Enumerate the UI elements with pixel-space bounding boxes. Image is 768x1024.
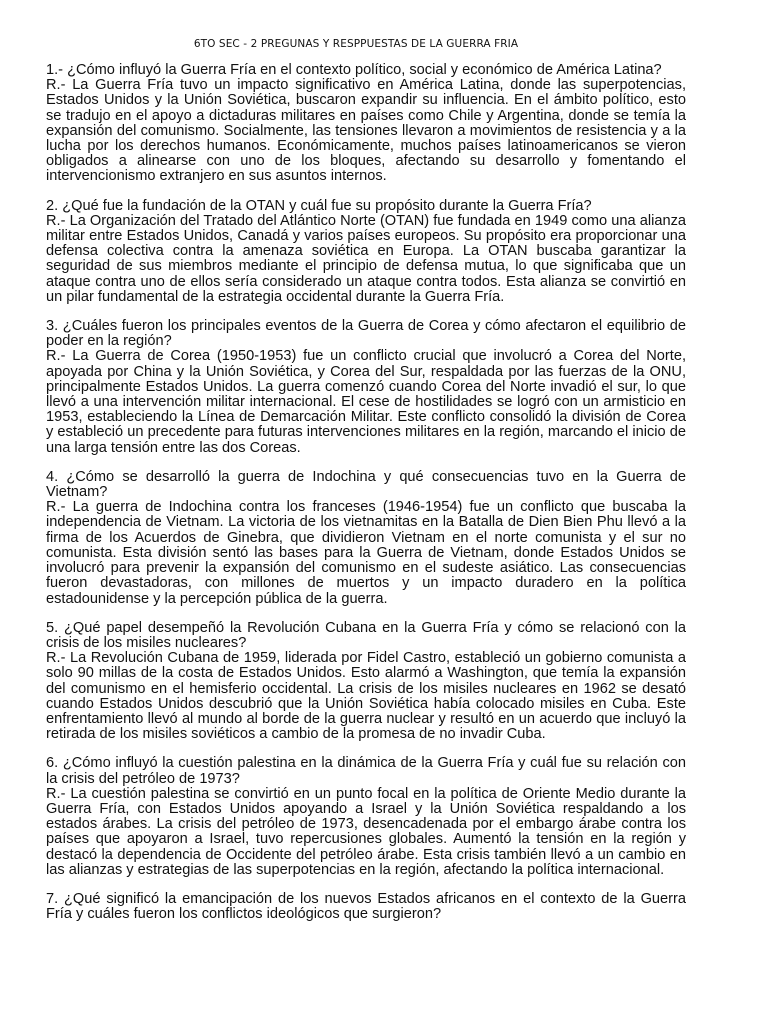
qa-item-7 bbox=[46, 892, 686, 922]
answer-6: R.- La cuestión palestina se convirtió en un punto focal en la política de Oriente Medio durante la Guerra Fría, con Estados Unidos apoyando a Israel y la Unión Soviética respaldando a los estados árabes. La crisis del petróleo de 1973, desencadenada por el embargo árabe contra los países que apoyaron a Israel, tuvo repercusiones globales. Aumentó la tensión en la región y destacó la dependencia de Occidente del petróleo árabe. Esta crisis también llevó a un cambio en las alianzas y estrategias de las superpotencias en la región, afectando la política internacional. bbox=[46, 785, 686, 878]
question-6: 6. ¿Cómo influyó la cuestión palestina en la dinámica de la Guerra Fría y cuál fue su relación con la crisis del petróleo de 1973? bbox=[46, 755, 686, 787]
question-1: 1.- ¿Cómo influyó la Guerra Fría en el contexto político, social y económico de América Latina? bbox=[46, 62, 662, 78]
qa-item-2 bbox=[46, 199, 686, 305]
answer-4: R.- La guerra de Indochina contra los franceses (1946-1954) fue un conflicto que buscaba la independencia de Vietnam. La victoria de los vietnamitas en la Batalla de Dien Bien Phu llevó a la firma de los Acuerdos de Ginebra, que dividieron Vietnam en el norte comunista y el sur no comunista. Esta división sentó las bases para la Guerra de Vietnam, donde Estados Unidos se involucró para prevenir la expansión del comunismo en el sudeste asiático. Las consecuencias fueron devastadoras, con millones de muertos y un impacto duradero en la política estadounidense y la percepción pública de la guerra. bbox=[46, 499, 686, 607]
answer-5: R.- La Revolución Cubana de 1959, liderada por Fidel Castro, estableció un gobierno comunista a solo 90 millas de la costa de Estados Unidos. Esto alarmó a Washington, que temía la expansión del comunismo en el hemisferio occidental. La crisis de los misiles nucleares en 1962 se desató cuando Estados Unidos descubrió que la Unión Soviética había colocado misiles en Cuba. Este enfrentamiento llevó al mundo al borde de la guerra nuclear y resultó en un acuerdo que incluyó la retirada de los misiles soviéticos a cambio de la promesa de no invadir Cuba. bbox=[46, 650, 686, 743]
question-2: 2. ¿Qué fue la fundación de la OTAN y cuál fue su propósito durante la Guerra Fría? bbox=[46, 197, 592, 214]
answer-2: R.- La Organización del Tratado del Atlántico Norte (OTAN) fue fundada en 1949 como una alianza militar entre Estados Unidos, Canadá y varios países europeos. Su propósito era proporcionar una defensa colectiva contra la amenaza soviética en Europa. La OTAN buscaba garantizar la seguridad de sus miembros mediante el principio de defensa mutua, lo que significaba que un ataque contra uno de ellos sería considerado un ataque contra todos. Esta alianza se convirtió en un pilar fundamental de la estrategia occidental durante la Guerra Fría. bbox=[46, 212, 686, 305]
document-title: 6TO SEC - 2 PREGUNAS Y RESPPUESTAS DE LA GUERRA FRIA bbox=[193, 38, 519, 50]
question-3: 3. ¿Cuáles fueron los principales eventos de la Guerra de Corea y cómo afectaron el equilibrio de poder en la región? bbox=[46, 318, 686, 350]
qa-item-6 bbox=[46, 756, 686, 878]
question-7: 7. ¿Qué significó la emancipación de los nuevos Estados africanos en el contexto de la Guerra Fría y cuáles fueron los conflictos ideológicos que surgieron? bbox=[46, 890, 686, 923]
answer-1: R.- La Guerra Fría tuvo un impacto significativo en América Latina, donde las superpotencias, Estados Unidos y la Unión Soviética, buscaron expandir su influencia. En el ámbito político, esto se tradujo en el apoyo a dictaduras militares en países como Chile y Argentina, donde se temía la expansión del comunismo. Socialmente, las tensiones llevaron a movimientos de resistencia y a la lucha por los derechos humanos. Económicamente, muchos países latinoamericanos se vieron obligados a alinearse con uno de los bloques, afectando su desarrollo y fomentando el intervencionismo extranjero en sus asuntos internos. bbox=[46, 77, 686, 185]
question-5: 5. ¿Qué papel desempeñó la Revolución Cubana en la Guerra Fría y cómo se relacionó con la crisis de los misiles nucleares? bbox=[46, 619, 686, 651]
qa-item-3 bbox=[46, 319, 686, 456]
qa-item-4 bbox=[46, 470, 686, 607]
answer-3: R.- La Guerra de Corea (1950-1953) fue un conflicto crucial que involucró a Corea del Norte, apoyada por China y la Unión Soviética, y Corea del Sur, respaldada por las fuerzas de la ONU, principalmente Estados Unidos. La guerra comenzó cuando Corea del Norte invadió el sur, lo que llevó a una intervención militar internacional. El cese de hostilidades se logró con un armisticio en 1953, estableciendo la Línea de Demarcación Militar. Este conflicto consolidó la división de Corea y estableció un precedente para futuras intervenciones militares en la región, marcando el inicio de una larga tensión entre las dos Coreas. bbox=[46, 348, 686, 456]
qa-item-1 bbox=[46, 63, 686, 185]
question-4: 4. ¿Cómo se desarrolló la guerra de Indochina y qué consecuencias tuvo en la Guerra de Vietnam? bbox=[46, 468, 686, 501]
qa-item-5 bbox=[46, 621, 686, 743]
